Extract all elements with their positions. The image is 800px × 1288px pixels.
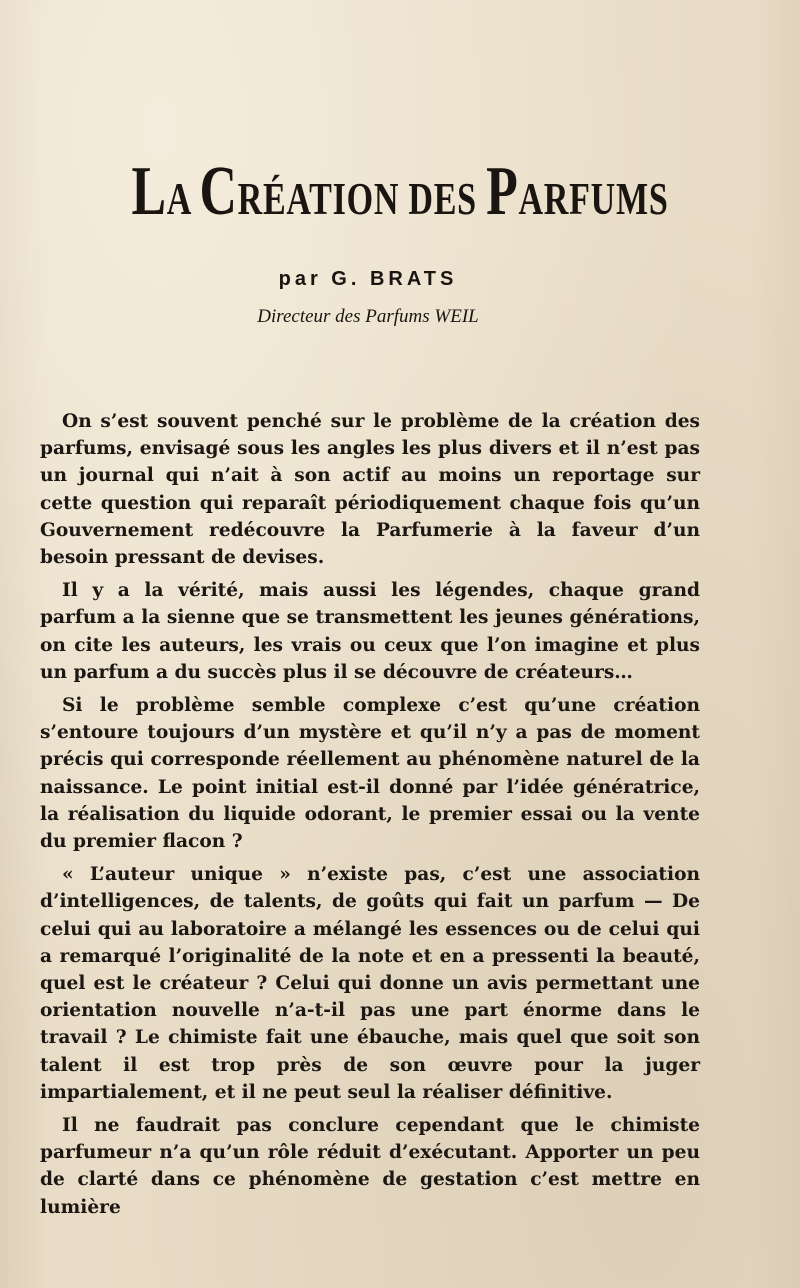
paragraph: On s’est souvent penché sur le problème de la création des parfums, envisagé sous les angles les plus divers et il n’est pas un journal qui n’ait à son actif au moins un reportage sur cette question qui reparaît périodiquement chaque fois qu’un Gouvernement redécouvre la Parfumerie à la faveur d’un besoin pressant de devises. xyxy=(40,411,700,569)
paragraph: « L’auteur unique » n’existe pas, c’est une association d’intelligences, de talents, de goûts qui fait un parfum — De celui qui au laboratoire a mélangé les essences ou de celui qui a remarqué l’originalité de la note et en a pressenti la beauté, quel est le créateur ? Celui qui donne un avis permettant une orientation nouvelle n’a-t-il pas une part énorme dans le travail ? Le chimiste fait une ébauche, mais quel que soit son talent il est trop près de son œuvre pour la juger impartialement, et il ne peut seul la réaliser définitive. xyxy=(40,864,700,1103)
author-byline: par G. BRATS xyxy=(278,268,458,290)
title-initial-l: L xyxy=(131,153,167,230)
title-small-caps-a: A xyxy=(166,173,200,224)
title-initial-c: C xyxy=(199,153,238,230)
author-subtitle: Directeur des Parfums WEIL xyxy=(257,306,479,327)
article-body xyxy=(40,408,700,1227)
paragraph: Il ne faudrait pas conclure cependant que le chimiste parfumeur n’a qu’un rôle réduit d’exécutant. Apporter un peu de clarté dans ce phénomène de gestation c’est mettre en lumière xyxy=(40,1115,700,1218)
paragraph: Il y a la vérité, mais aussi les légendes, chaque grand parfum a la sienne que se transmettent les jeunes générations, on cite les auteurs, les vrais ou ceux que l’on imagine et plus un parfum a du succès plus il se découvre de créateurs… xyxy=(40,580,700,683)
title-small-caps-reation-des: RÉATION DES xyxy=(237,173,487,224)
paragraph: Si le problème semble complexe c’est qu’une création s’entoure toujours d’un mystère et qu’il n’y a pas de moment précis qui corresponde réellement au phénomène naturel de la naissance. Le point initial est-il donné par l’idée génératrice, la réalisation du liquide odorant, le premier essai ou la vente du premier flacon ? xyxy=(40,695,700,853)
article-title xyxy=(104,150,696,241)
title-initial-p: P xyxy=(486,153,519,230)
title-small-caps-arfums: ARFUMS xyxy=(518,173,669,224)
